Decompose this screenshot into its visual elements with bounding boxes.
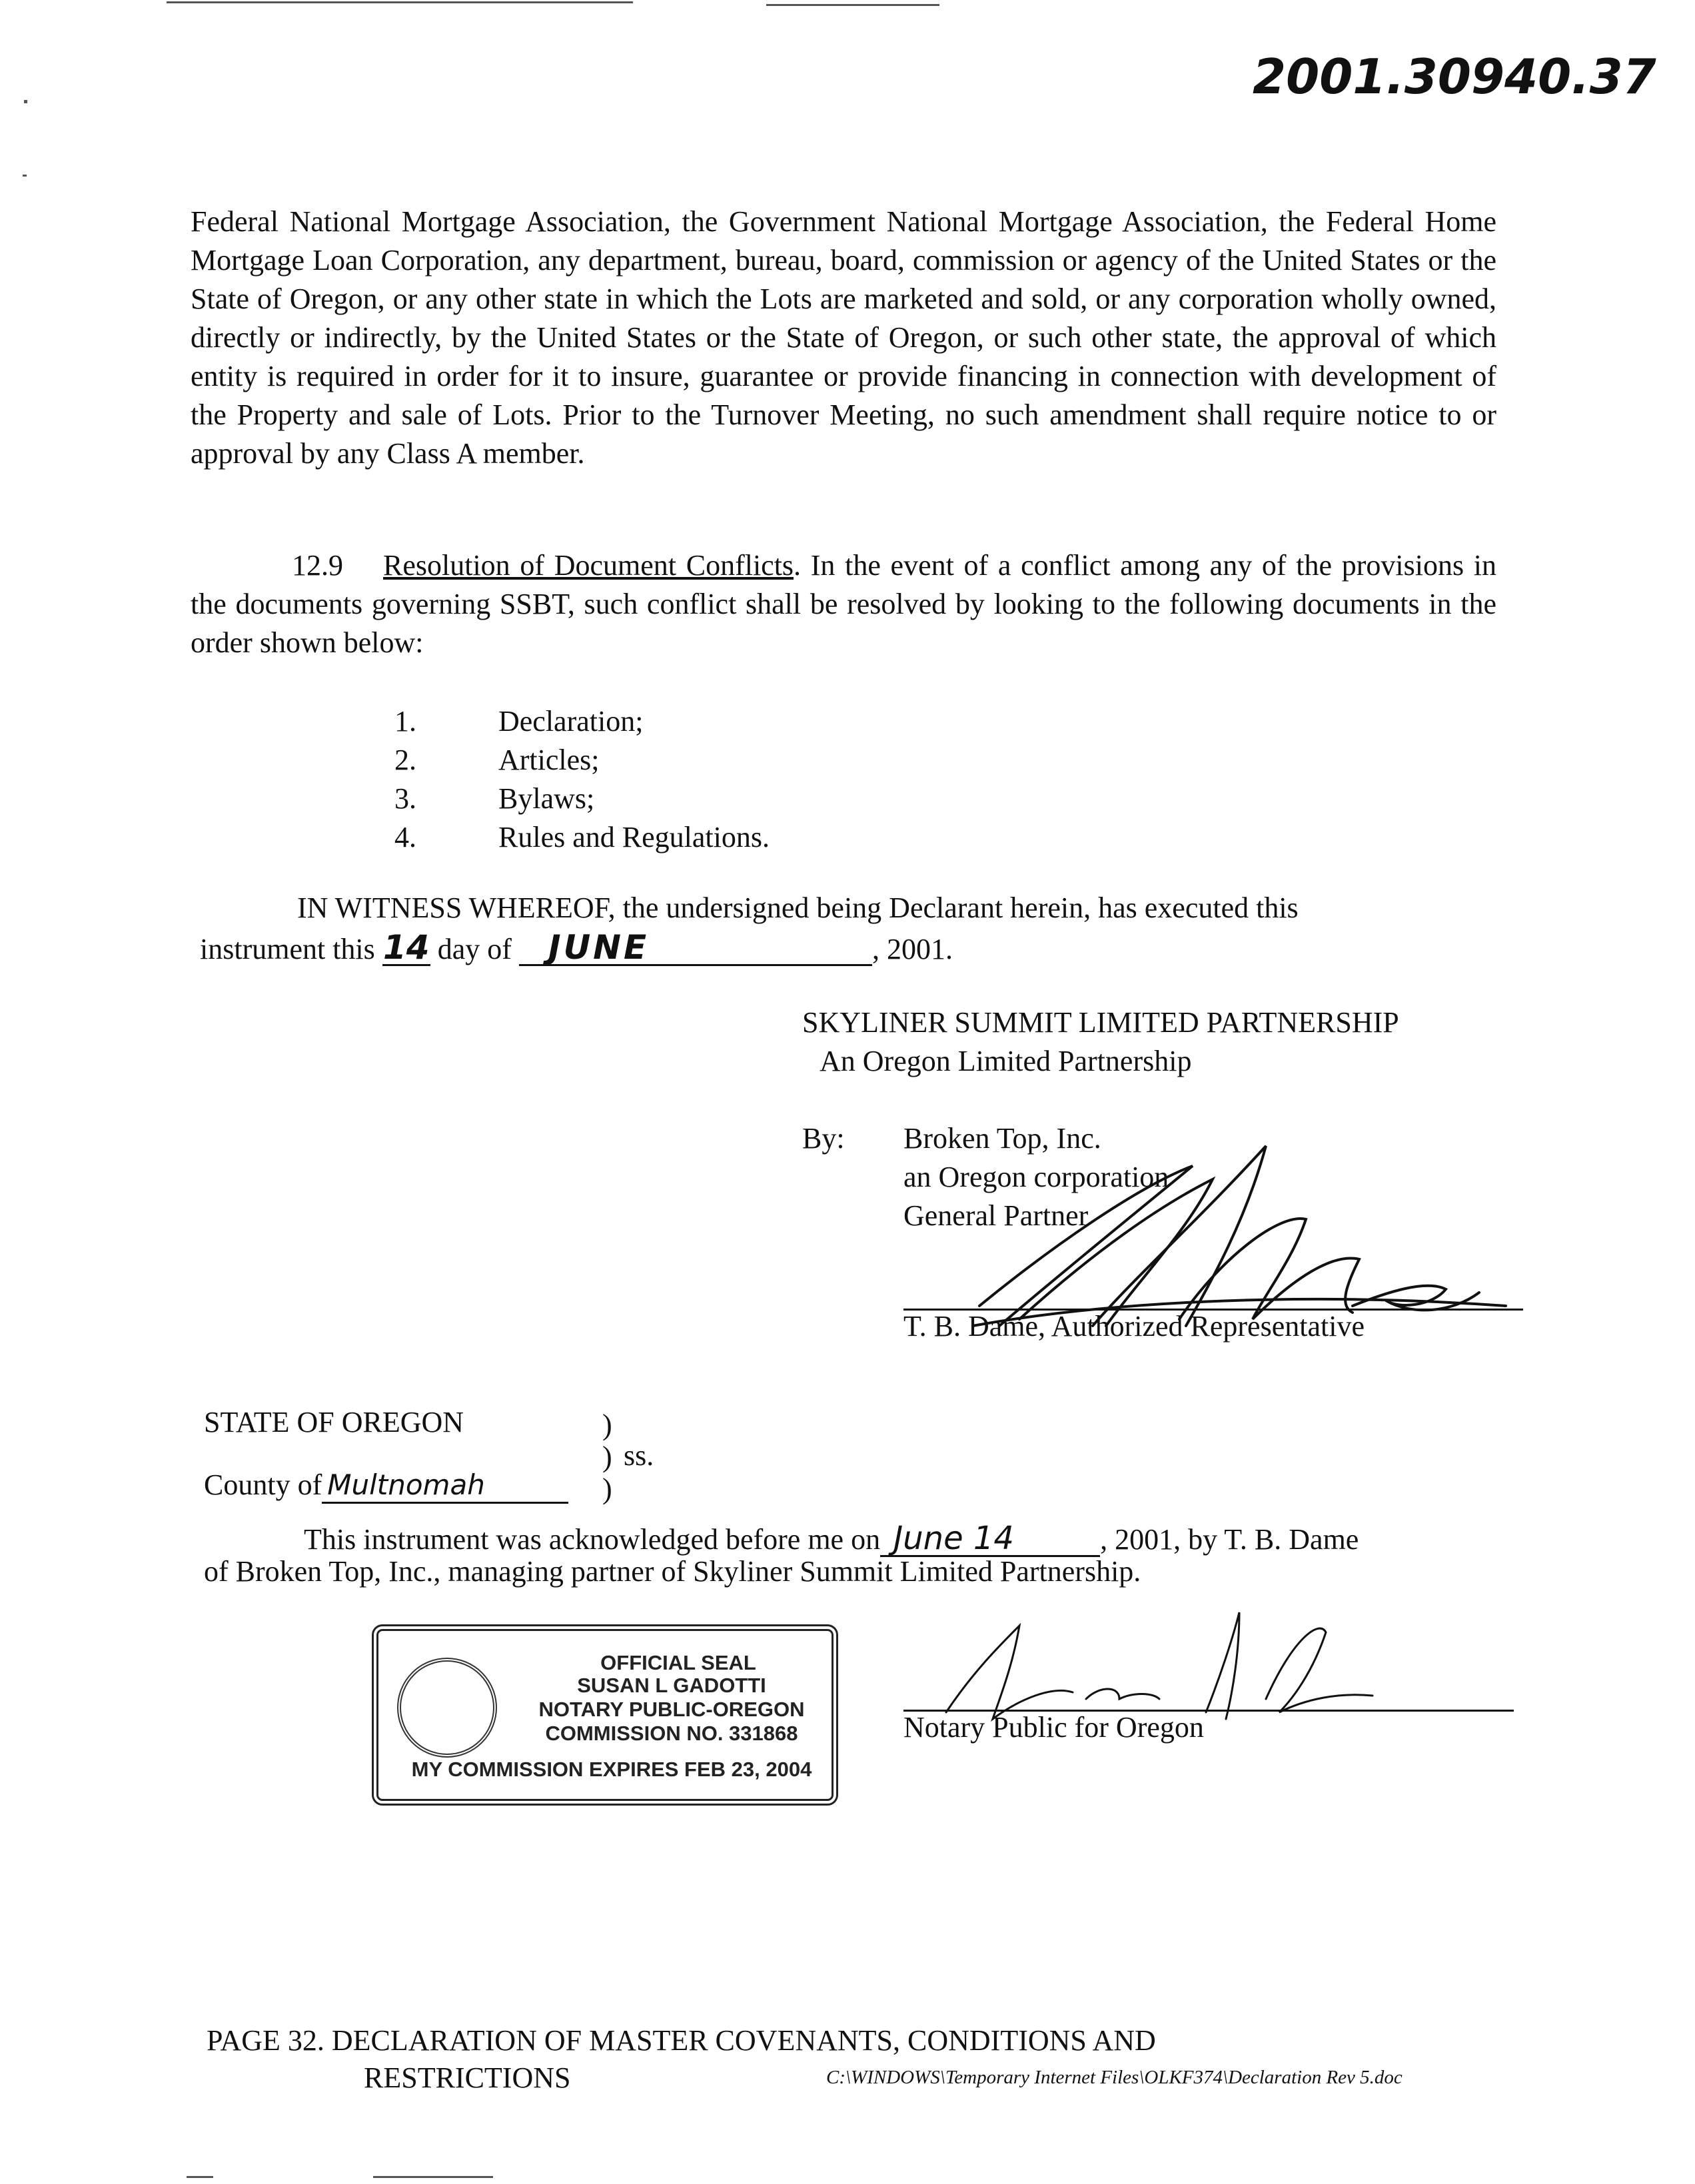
venue-county-value: Multnomah — [322, 1468, 568, 1504]
by-line-2: an Oregon corporation — [903, 1161, 1169, 1193]
document-ref-number: 2001.30940.37 — [1253, 49, 1656, 105]
ack-line-2: of Broken Top, Inc., managing partner of Skyliner Summit Limited Partnership. — [204, 1555, 1141, 1588]
witness-year: , 2001. — [871, 933, 953, 965]
list-item-text: Bylaws; — [498, 782, 595, 815]
list-item — [394, 818, 770, 857]
section-title: Resolution of Document Conflicts — [383, 549, 794, 582]
footer-file-path: C:\WINDOWS\Temporary Internet Files\OLKF374\Declaration Rev 5.doc — [826, 2067, 1403, 2088]
section-12-9 — [191, 546, 1496, 662]
state-seal-emblem — [397, 1658, 497, 1758]
by-label: By: — [802, 1122, 845, 1155]
witness-day: 14 — [382, 928, 430, 967]
section-text: . In the event of a conflict among any of the provisions in the documents governing SSBT, such conflict shall be resolved by looking to the following documents in the order shown below: — [191, 549, 1496, 659]
seal-line: MY COMMISSION EXPIRES FEB 23, 2004 — [411, 1758, 812, 1781]
venue-county-label: County of — [204, 1468, 322, 1501]
notary-seal — [372, 1624, 838, 1806]
witness-month: JUNE — [519, 931, 872, 966]
witness-line-2 — [200, 930, 953, 969]
venue-state: STATE OF OREGON — [204, 1406, 464, 1438]
by-line-1: Broken Top, Inc. — [903, 1122, 1101, 1155]
witness-prefix: instrument this — [200, 933, 375, 965]
list-item-number: 1. — [394, 705, 416, 738]
notary-caption: Notary Public for Oregon — [903, 1711, 1204, 1744]
scan-edge-mark — [187, 2176, 213, 2178]
witness-line-1: IN WITNESS WHEREOF, the undersigned being Declarant herein, has executed this — [297, 891, 1299, 924]
list-item-number: 3. — [394, 782, 416, 815]
list-item-text: Declaration; — [498, 705, 644, 738]
seal-line: SUSAN L GADOTTI — [577, 1674, 766, 1697]
seal-line: OFFICIAL SEAL — [600, 1651, 756, 1674]
venue-county — [204, 1466, 568, 1504]
seal-line: NOTARY PUBLIC-OREGON — [538, 1698, 805, 1721]
scan-edge-mark — [24, 100, 27, 103]
venue-paren: ) — [602, 1440, 612, 1473]
intro-paragraph: Federal National Mortgage Association, the Government National Mortgage Association, the Federal Home Mortgage Loan Corporation, any department, bureau, board, commission or agency of the United States or the State of Oregon, or any other state in which the Lots are marketed and sold, or any corporation wholly owned, directly or indirectly, by the United States or the State of Oregon, or such other state, the approval of which entity is required in order for it to insure, guarantee or provide financing in connection with development of the Property and sale of Lots. Prior to the Turnover Meeting, no such amendment shall require notice to or approval by any Class A member. — [191, 205, 1496, 470]
footer-title-2: RESTRICTIONS — [364, 2061, 571, 2094]
witness-day-of: day of — [437, 933, 512, 965]
list-item-number: 4. — [394, 821, 416, 853]
signature-caption: T. B. Dame, Authorized Representative — [903, 1310, 1365, 1343]
venue-ss: ss. — [624, 1439, 654, 1472]
list-item — [394, 702, 770, 741]
list-item — [394, 780, 770, 818]
by-line-3: General Partner — [903, 1199, 1089, 1232]
ack-date: June 14 — [880, 1522, 1100, 1557]
scan-edge-mark — [167, 1, 633, 3]
partnership-name: SKYLINER SUMMIT LIMITED PARTNERSHIP — [802, 1006, 1399, 1039]
list-item-number: 2. — [394, 744, 416, 776]
notary-signature — [919, 1599, 1386, 1726]
seal-line: COMMISSION NO. 331868 — [545, 1722, 798, 1745]
scan-edge-mark — [23, 175, 27, 177]
footer-title: PAGE 32. DECLARATION OF MASTER COVENANTS, CONDITIONS AND — [207, 2024, 1156, 2057]
list-item-text: Articles; — [498, 744, 600, 776]
partnership-type: An Oregon Limited Partnership — [820, 1045, 1192, 1077]
scan-edge-mark — [766, 4, 939, 6]
list-item — [394, 741, 770, 780]
venue-paren: ) — [602, 1472, 612, 1505]
ack-suffix: , 2001, by T. B. Dame — [1100, 1523, 1359, 1556]
ack-prefix: This instrument was acknowledged before me on — [304, 1523, 881, 1556]
section-number: 12.9 — [292, 549, 343, 582]
document-order-list — [394, 702, 770, 857]
venue-paren: ) — [602, 1408, 612, 1441]
scan-edge-mark — [373, 2176, 493, 2178]
list-item-text: Rules and Regulations. — [498, 821, 770, 853]
